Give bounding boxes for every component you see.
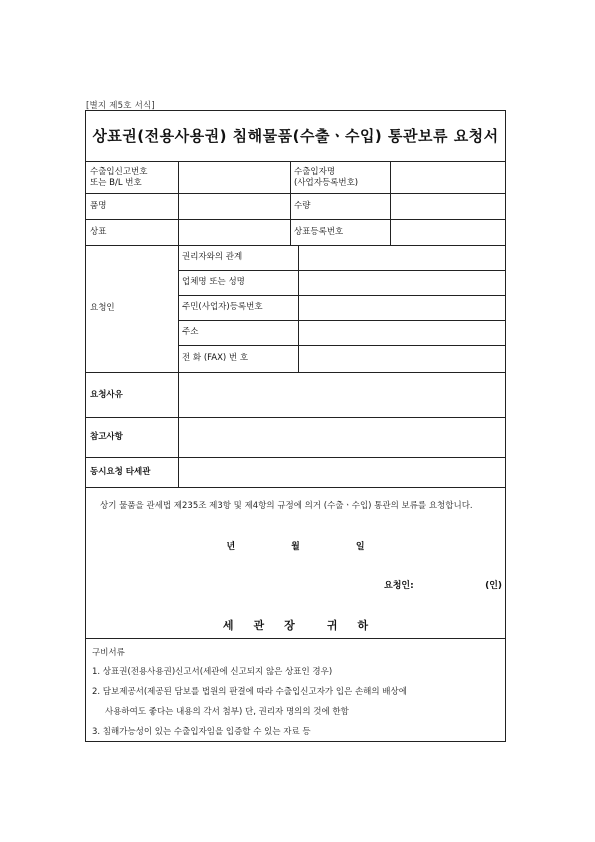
export-import-number-label: 수출입신고번호 또는 B/L 번호 bbox=[90, 167, 148, 188]
phone-fax-label: 전 화 (FAX) 번 호 bbox=[182, 353, 249, 363]
item-name-label: 품명 bbox=[90, 201, 107, 211]
form-title-band bbox=[86, 111, 505, 162]
trademark-registration-number-field[interactable] bbox=[393, 220, 503, 245]
address-label: 주소 bbox=[182, 327, 199, 337]
required-document-item: 사용하여도 좋다는 내용의 각서 첨부) 단, 권리자 명의의 것에 한함 bbox=[105, 707, 349, 717]
row-divider bbox=[86, 638, 505, 639]
phone-fax-field[interactable] bbox=[300, 345, 503, 372]
trademark-registration-number-label: 상표등록번호 bbox=[294, 227, 344, 237]
trader-name-field[interactable] bbox=[393, 163, 503, 193]
date-line bbox=[86, 539, 505, 552]
reference-notes-field[interactable] bbox=[181, 418, 503, 457]
column-divider bbox=[178, 161, 179, 245]
seal-mark: (인) bbox=[485, 581, 502, 591]
day-unit: 일 bbox=[355, 542, 365, 552]
addressee-char: 세 bbox=[222, 619, 234, 632]
declaration-text: 상기 물품을 관세법 제235조 제3항 및 제4항의 규정에 의거 (수출ㆍ수입) 통관의 보류를 요청합니다. bbox=[100, 501, 473, 511]
column-divider bbox=[298, 245, 299, 372]
trademark-field[interactable] bbox=[181, 220, 288, 245]
customs-hold-request-form bbox=[85, 110, 506, 742]
requester-label: 요청인 bbox=[90, 303, 115, 313]
registration-number-field[interactable] bbox=[300, 295, 503, 320]
request-reason-label: 요청사유 bbox=[90, 389, 123, 400]
addressee-char: 관 bbox=[253, 619, 265, 632]
addressee-char: 장 bbox=[284, 619, 295, 632]
relation-to-right-holder-field[interactable] bbox=[300, 245, 503, 270]
relation-to-right-holder-label: 권리자와의 관계 bbox=[182, 252, 243, 262]
registration-number-label: 주민(사업자)등록번호 bbox=[182, 302, 263, 312]
address-field[interactable] bbox=[300, 320, 503, 345]
trader-name-label: 수출입자명 (사업자등록번호) bbox=[294, 167, 359, 188]
required-document-item: 2. 담보제공서(제공된 담보를 법원의 판결에 따라 수출입신고자가 입은 손해의 배상에 bbox=[92, 687, 407, 697]
other-customs-field[interactable] bbox=[181, 458, 503, 487]
column-divider bbox=[178, 372, 179, 487]
required-document-item: 1. 상표권(전용사용권)신고서(세관에 신고되지 않은 상표인 경우) bbox=[92, 667, 333, 677]
reference-notes-label: 참고사항 bbox=[90, 432, 123, 442]
company-or-name-field[interactable] bbox=[300, 270, 503, 295]
company-or-name-label: 업체명 또는 성명 bbox=[182, 277, 245, 287]
export-import-number-field[interactable] bbox=[181, 163, 288, 193]
column-divider bbox=[178, 245, 179, 372]
form-number-caption: [별지 제5호 서식] bbox=[86, 101, 155, 111]
trademark-label: 상표 bbox=[90, 227, 107, 237]
item-name-field[interactable] bbox=[181, 194, 288, 219]
addressee-line bbox=[86, 617, 505, 633]
row-divider bbox=[86, 487, 505, 488]
applicant-label: 요청인: bbox=[384, 581, 414, 591]
month-unit: 월 bbox=[291, 542, 300, 552]
column-divider bbox=[290, 161, 291, 245]
quantity-field[interactable] bbox=[393, 194, 503, 219]
addressee-char: 하 bbox=[357, 619, 369, 632]
other-customs-label: 동시요청 타세관 bbox=[90, 467, 151, 477]
quantity-label: 수량 bbox=[294, 201, 311, 211]
form-title: 상표권(전용사용권) 침해물품(수출ㆍ수입) 통관보류 요청서 bbox=[92, 126, 499, 145]
required-documents-title: 구비서류 bbox=[92, 648, 125, 658]
addressee-char: 귀 bbox=[326, 619, 338, 632]
required-document-item: 3. 침해가능성이 있는 수출입자임을 입증할 수 있는 자료 등 bbox=[92, 727, 311, 737]
year-unit: 년 bbox=[226, 542, 236, 552]
column-divider bbox=[390, 161, 391, 245]
request-reason-field[interactable] bbox=[181, 373, 503, 417]
applicant-signature-line bbox=[384, 578, 502, 591]
